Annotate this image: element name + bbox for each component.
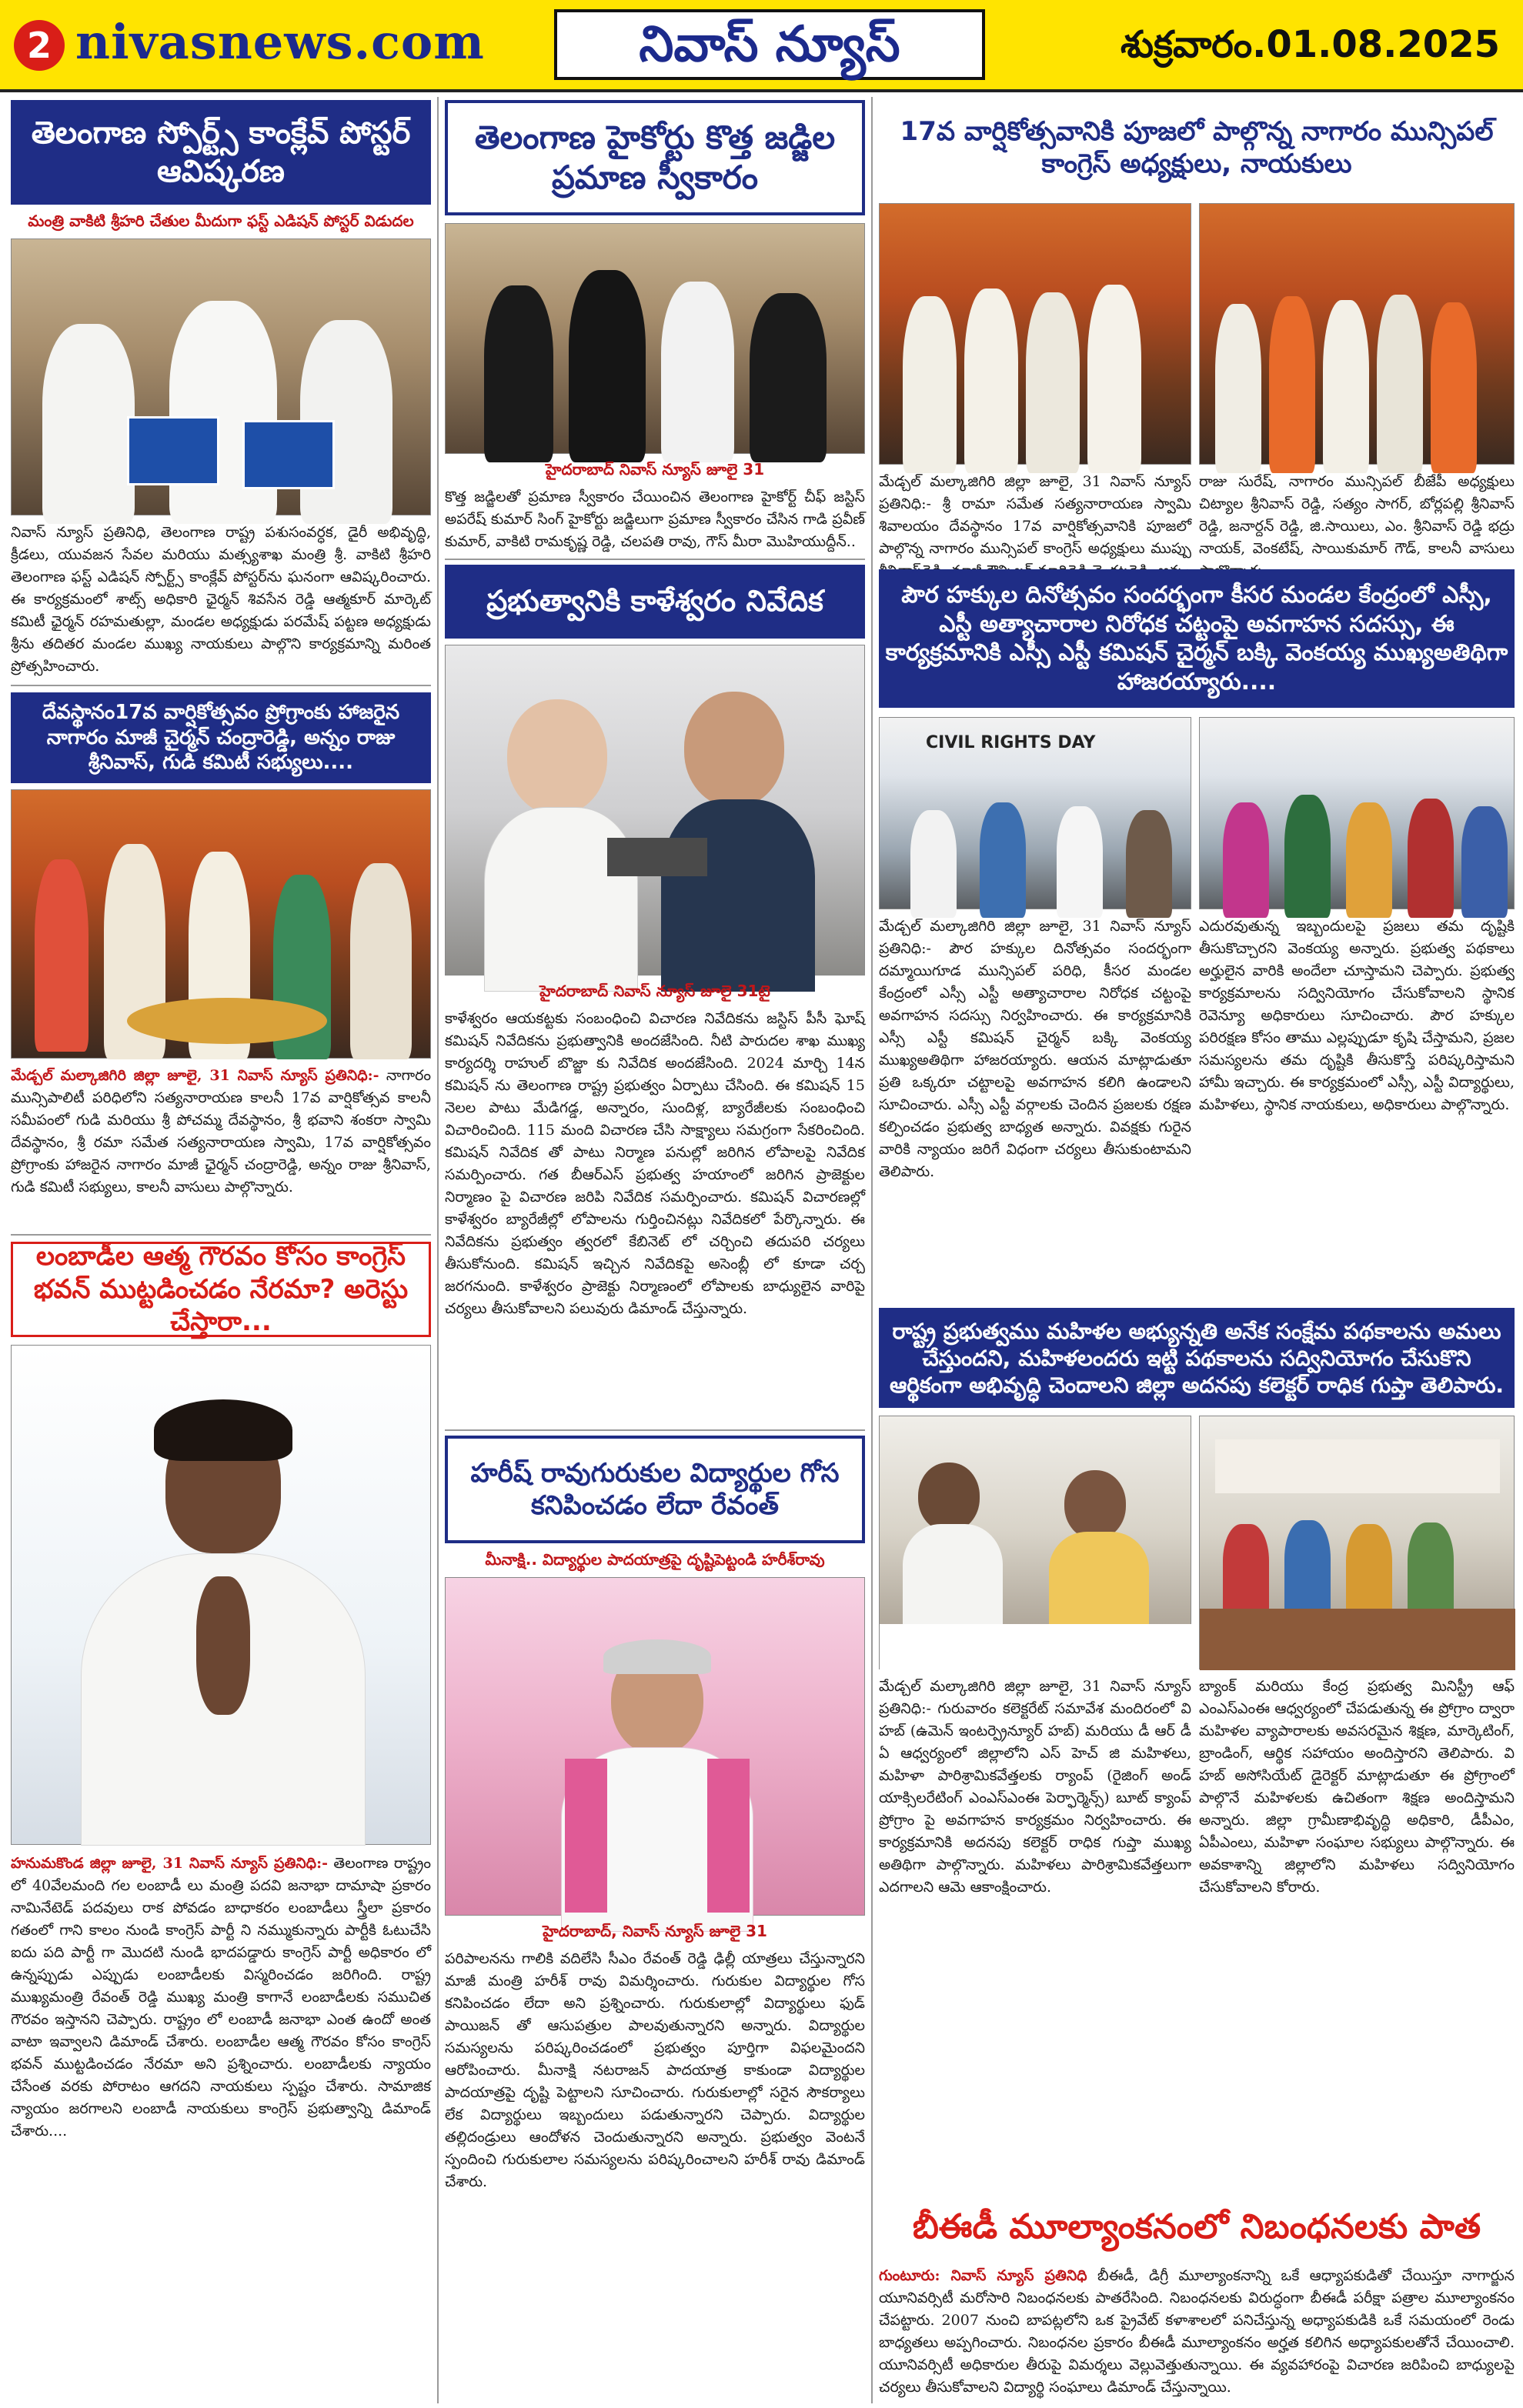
story6-photo	[445, 1577, 865, 1916]
story1-subhead: మంత్రి వాకిటి శ్రీహరి చేతుల మీదుగా ఫస్ట్ ఎడిషన్ పోస్టర్ విడుదల	[28, 212, 414, 230]
story7-photo-right	[1199, 203, 1515, 465]
story-divider	[11, 1234, 431, 1236]
story8-banner: CIVIL RIGHTS DAY	[926, 733, 1096, 752]
story2-photo	[11, 789, 431, 1059]
story3-photo	[11, 1345, 431, 1845]
story8-photo-left	[879, 717, 1191, 909]
story4-caption: హైదరాబాద్ నివాస్ న్యూస్ జూలై 31	[545, 460, 765, 479]
story10-headline: బీఈడీ మూల్యాంకనంలో నిబంధనలకు పాత	[912, 2206, 1481, 2246]
page-number: 2	[14, 20, 65, 71]
column-rule	[437, 97, 439, 2403]
story8-body-left: మేడ్చల్ మల్కాజిగిరి జిల్లా జూలై, 31 నివాస్ న్యూస్ ప్రతినిధి:- పౌర హక్కుల దినోత్సవం సందర్భంగా దమ్మాయిగూడ మున్సిపల్ పరిధి, కీసర మండల కేంద్రంలో ఎస్సీ ఎస్టీ అత్యాచారాల నిరోధక చట్టంపై అవగాహన సదస్సు నిర్వహించారు. ఈ కార్యక్రమానికి ఎస్సీ ఎస్టీ కమిషన్ చైర్మన్ బక్కి వెంకయ్య ముఖ్యఅతిథిగా హాజరయ్యారు. ఆయన మాట్లాడుతూ ప్రతి ఒక్కరూ చట్టాలపై అవగాహన కలిగి ఉండాలని సూచించారు. ఎస్సీ ఎస్టీ వర్గాలకు చెందిన ప్రజలకు రక్షణ కల్పించడం ప్రభుత్వ బాధ్యత అన్నారు. వివక్షకు గురైన వారికి న్యాయం జరిగే విధంగా చర్యలు తీసుకుంటామని తెలిపారు.	[879, 918, 1191, 1180]
story7-headline: 17వ వార్షికోత్సవానికి పూజలో పాల్గొన్న నాగారం మున్సిపల్ కాంగ్రెస్ అధ్యక్షులు, నాయకులు	[879, 100, 1515, 195]
story-divider	[445, 1429, 865, 1431]
story3-byline: హనుమకొండ జిల్లా జూలై, 31 నివాస్ న్యూస్ ప్రతినిధి:-	[11, 1855, 328, 1872]
story5-caption: హైదరాబాద్ నివాస్ న్యూస్ జూలై 31టై	[539, 982, 770, 1000]
story9-body-right: బ్యాంక్ మరియు కేంద్ర ప్రభుత్వ మినిస్ట్రీ ఆఫ్ ఎంఎస్ఎంఈ ఆధ్వర్యంలో చేపడుతున్న ఈ ప్రోగ్రాం ద్వారా మహిళల వ్యాపారాలకు అవసరమైన శిక్షణ, మార్కెటింగ్, బ్రాండింగ్, ఆర్థిక సహాయం అందిస్తారని తెలిపారు. వి హబ్ అసోసియేట్ డైరెక్టర్ మాట్లాడుతూ ఈ ప్రోగ్రాంలో పాల్గొనే మహిళలకు ఉచితంగా శిక్షణ అందిస్తామని అన్నారు. జిల్లా గ్రామీణాభివృద్ధి అధికారి, డీపీఎం, ఏపీఎంలు, మహిళా సంఘాల సభ్యులు పాల్గొన్నారు. ఈ అవకాశాన్ని జిల్లాలోని మహిళలు సద్వినియోగం చేసుకోవాలని కోరారు.	[1199, 1678, 1515, 1896]
story4-body: కొత్త జడ్జిలతో ప్రమాణ స్వీకారం చేయించిన తెలంగాణ హైకోర్ట్ చీఫ్ జస్టిస్ అపరేష్ కుమార్ సింగ్ హైకోర్టు జడ్జిలుగా ప్రమాణ స్వీకారం చేసిన గాడి ప్రవీణ్ కుమార్, వాకిటి రామకృష్ణ రెడ్డి, చలపతి రావు, గౌస్ మీరా మొహియుద్దీన్..	[445, 489, 865, 550]
story6-subhead: మీనాక్షి.. విద్యార్థుల పాదయాత్రపై దృష్టిపెట్టండి హరీశ్‌రావు	[485, 1550, 825, 1569]
story2-body: నాగారం మున్సిపాలిటీ పరిధిలోని సత్యనారాయణ కాలనీ 17వ వార్షికోత్సవ కాలనీ సమీపంలో గుడి మరియు శ్రీ పోచమ్మ దేవస్థానం, శ్రీ భవాని శంకరా స్వామి దేవస్థానం, శ్రీ రమా సమేత సత్యనారాయణ స్వామి, 17వ వార్షికోత్సవం ప్రోగ్రాంకు హాజరైన నాగారం మాజీ ఛైర్మన్ చంద్రారెడ్డి, అన్నం రాజు శ్రీనివాస్, గుడి కమిటీ సభ్యులు, కాలనీ వాసులు పాల్గొన్నారు.	[11, 1067, 431, 1196]
edition-date: శుక్రవారం.01.08.2025	[1120, 23, 1500, 66]
story8-body-right: ఎదురవుతున్న ఇబ్బందులపై ప్రజలు తమ దృష్టికి తీసుకొచ్చారని వెంకయ్య అన్నారు. ప్రభుత్వ పథకాలు అర్హులైన వారికి అందేలా చూస్తామని చెప్పారు. ప్రభుత్వ కార్యక్రమాలను సద్వినియోగం చేసుకోవాలని స్థానిక రెవెన్యూ అధికారులు సూచించారు. పౌర హక్కుల పరిరక్షణ కోసం తాము ఎల్లప్పుడూ కృషి చేస్తామని, ప్రజల సమస్యలను తమ దృష్టికి తీసుకొస్తే పరిష్కరిస్తామని హామీ ఇచ్చారు. ఈ కార్యక్రమంలో ఎస్సీ, ఎస్టీ విద్యార్థులు, మహిళలు, స్థానిక నాయకులు, అధికారులు పాల్గొన్నారు.	[1199, 918, 1515, 1113]
story6-headline: హరీష్ రావుగురుకుల విద్యార్థుల గోస కనిపించడం లేదా రేవంత్	[445, 1436, 865, 1543]
story7-photo-left	[879, 203, 1191, 465]
story9-body-left: మేడ్చల్ మల్కాజిగిరి జిల్లా జూలై, 31 నివాస్ న్యూస్ ప్రతినిధి:- గురువారం కలెక్టరేట్ సమావేశ మందిరంలో వి హబ్ (ఉమెన్ ఇంటర్ప్రెన్యూర్ హబ్) మరియు డీ ఆర్ డీ ఏ ఆధ్వర్యంలో జిల్లాలోని ఎస్ హెచ్ జి మహిళలు, మహిళా పారిశ్రామికవేత్తలకు ర్యాంప్ (రైజింగ్ అండ్ యాక్సిలరేటింగ్ ఎంఎస్ఎంఈ పెర్ఫార్మెన్స్) బూట్ క్యాంప్ ప్రోగ్రాం పై అవగాహన కార్యక్రమం నిర్వహించారు. ఈ కార్యక్రమానికి అదనపు కలెక్టర్ రాధిక గుప్తా ముఖ్య అతిథిగా పాల్గొన్నారు. మహిళలు పారిశ్రామికవేత్తలుగా ఎదగాలని ఆమె ఆకాంక్షించారు.	[879, 1678, 1191, 1896]
story6-body: పరిపాలనను గాలికి వదిలేసి సీఎం రేవంత్ రెడ్డి ఢిల్లీ యాత్రలు చేస్తున్నారని మాజీ మంత్రి హరీశ్ రావు విమర్శించారు. గురుకుల విద్యార్థుల గోస కనిపించడం లేదా అని ప్రశ్నించారు. గురుకులాల్లో విద్యార్థులు ఫుడ్ పాయిజన్ తో ఆసుపత్రుల పాలవుతున్నారని అన్నారు. విద్యార్థుల సమస్యలను పరిష్కరించడంలో ప్రభుత్వం పూర్తిగా విఫలమైందని ఆరోపించారు. మీనాక్షి నటరాజన్ పాదయాత్ర కాకుండా విద్యార్థుల పాదయాత్రపై దృష్టి పెట్టాలని సూచించారు. గురుకులాల్లో సరైన సౌకర్యాలు లేక విద్యార్థులు ఇబ్బందులు పడుతున్నారని చెప్పారు. విద్యార్థుల తల్లిదండ్రులు ఆందోళన చెందుతున్నారని అన్నారు. ప్రభుత్వం వెంటనే స్పందించి గురుకులాల సమస్యలను పరిష్కరించాలని హరీశ్ రావు డిమాండ్ చేశారు.	[445, 1950, 865, 2190]
column-rule	[871, 97, 873, 2403]
story8-headline: పౌర హక్కుల దినోత్సవం సందర్భంగా కీసర మండల కేంద్రంలో ఎస్సీ, ఎస్టీ అత్యాచారాల నిరోధక చట్టంపై అవగాహన సదస్సు, ఈ కార్యక్రమానికి ఎస్సీ ఎస్టీ కమిషన్ చైర్మన్ బక్కి వెంకయ్య ముఖ్యఅతిథిగా హాజరయ్యారు....	[879, 569, 1515, 708]
story3-text	[11, 1853, 431, 2399]
story7-body-right: రాజు సురేష్, నాగారం మున్సిపల్ బీజేపీ అధ్యక్షులు చిట్యాల శ్రీనివాస్ రెడ్డి, సత్యం సాగర్, బోర్లపల్లి శ్రీనివాస్ రెడ్డి, జనార్దన్ రెడ్డి, జి.సాయిలు, ఎం. శ్రీనివాస్ రెడ్డి భద్రు నాయక్, వెంకటేష్, సాయికుమార్ గౌడ్, కాలనీ వాసులు	[1199, 473, 1515, 557]
story10-body: బీఈడీ, డిగ్రీ మూల్యాంకనాన్ని ఒకే ఆధ్యాపకుడితో చేయిస్తూ నాగార్జున యూనివర్సిటీ మరోసారి నిబంధనలకు పాతరేసింది. నిబంధనలకు విరుద్ధంగా బీఈడీ పరీక్షా పత్రాల మూల్యాంకనం చేపట్టారు. 2007 నుంచి బాపట్లలోని ఒక ప్రైవేట్ కళాశాలలో పనిచేస్తున్న అధ్యాపకుడికి ఒకే సమయంలో రెండు బాధ్యతలు అప్పగించారు. నిబంధనల ప్రకారం బీఈడీ మూల్యాంకనం అర్హత కలిగిన అధ్యాపకులతోనే చేయించాలి. యూనివర్సిటీ అధికారుల తీరుపై విమర్శలు వెల్లువెత్తుతున్నాయి. ఈ వ్యవహారంపై విచారణ జరిపించి బాధ్యులపై చర్యలు తీసుకోవాలని విద్యార్థి సంఘాలు డిమాండ్ చేస్తున్నాయి.	[879, 2267, 1515, 2396]
story4-headline: తెలంగాణ హైకోర్టు కొత్త జడ్జిల ప్రమాణ స్వీకారం	[445, 100, 865, 215]
site-name[interactable]: nivasnews.com	[75, 14, 485, 70]
story2-byline: మేడ్చల్ మల్కాజిగిరి జిల్లా జూలై, 31 నివాస్ న్యూస్ ప్రతినిధి:-	[11, 1067, 379, 1084]
story3-body: తెలంగాణ రాష్ట్రం లో 40వేలమంది గల లంబాడీ లు మంత్రి పదవి జనాభా దామాషా ప్రకారం నామినేటెడ్ పదవులు రాక పోవడం బాధాకరం లంబాడీలు స్త్రీలా ప్రకారం గతంలో గాని కాలం నుండి కాంగ్రెస్ పార్టీ ని నమ్ముకున్నారు పార్టీకి ఓటుచేసి ఐదు పది పార్టీ గా మొదటి నుండి భాదపడ్డారు కాంగ్రెస్ పార్టీ అధికారం లో ఉన్నప్పుడు ఎప్పుడు లంబాడీలకు విస్మరించడం జరిగింది. రాష్ట్ర ముఖ్యమంత్రి రేవంత్ రెడ్డి ముఖ్య మంత్రి కాగానే లంబాడీలకు సముచిత గౌరవం ఇస్తానని చెప్పారు. రాష్ట్రం లో లంబాడీ జనాభా ఎంత ఉందో అంత వాటా ఇవ్వాలని డిమాండ్ చేశారు. లంబాడీల ఆత్మ గౌరవం కోసం కాంగ్రెస్ భవన్ ముట్టడించడం నేరమా అని ప్రశ్నించారు. లంబాడీలకు న్యాయం చేసేంత వరకు పోరాటం ఆగదని నాయకులు స్పష్టం చేశారు. సామాజిక న్యాయం జరగాలని లంబాడీ నాయకులు కాంగ్రెస్ ప్రభుత్వాన్ని డిమాండ్ చేశారు....	[11, 1855, 431, 2140]
story1-body: నివాస్ న్యూస్ ప్రతినిధి, తెలంగాణ రాష్ట్ర పశుసంవర్ధక, డైరీ అభివృద్ధి, క్రీడలు, యువజన సేవల మరియు మత్స్యశాఖ మంత్రి శ్రీ. వాకిటి శ్రీహరి తెలంగాణ ఫస్ట్ ఎడిషన్ స్పోర్ట్స్ కాంక్లేవ్ పోస్టర్‌ను ఘనంగా ఆవిష్కరించారు. ఈ కార్యక్రమంలో శాట్స్ అధికారి ఛైర్మన్ శివసేన రెడ్డి ఆత్మకూర్ మార్కెట్ కమిటీ ఛైర్మన్ రహమతుల్లా, మండల అధ్యక్షుడు పరమేష్ పట్టణ అధ్యక్షుడు శ్రీను తదితర మండల ముఖ్య నాయకులు పాల్గొని కార్యక్రమాన్ని మరింత ప్రోత్సహించారు.	[11, 524, 431, 675]
story-divider	[445, 559, 865, 560]
paper-name: నివాస్ న్యూస్	[554, 9, 985, 80]
story2-text	[11, 1065, 431, 1226]
story3-headline: లంబాడీల ఆత్మ గౌరవం కోసం కాంగ్రెస్ భవన్ ముట్టడించడం నేరమా? అరెస్టు చేస్తారా...	[11, 1242, 431, 1337]
story5-headline: ప్రభుత్వానికి కాళేశ్వరం నివేదిక	[445, 565, 865, 639]
story9-headline: రాష్ట్ర ప్రభుత్వము మహిళల అభ్యున్నతి అనేక సంక్షేమ పథకాలను అమలు చేస్తుందని, మహిళలందరు ఇట్టి పథకాలను సద్వినియోగం చేసుకొని ఆర్థికంగా అభివృద్ధి చెందాలని జిల్లా అదనపు కలెక్టర్ రాధిక గుప్తా తెలిపారు.	[879, 1308, 1515, 1408]
story2-headline: దేవస్థానం17వ వార్షికోత్సవం ప్రోగ్రాంకు హాజరైన నాగారం మాజీ చైర్మన్ చంద్రారెడ్డి, అన్నం రాజు శ్రీనివాస్, గుడి కమిటీ సభ్యులు....	[11, 692, 431, 783]
story5-body: కాళేశ్వరం ఆయకట్టకు సంబంధించి విచారణ నివేదికను జస్టిస్ పీసీ ఘోష్ కమిషన్ నివేదికను ప్రభుత్వానికి అందజేసింది. నీటి పారుదల శాఖ ముఖ్య కార్యదర్శి రాహుల్ బొజ్జా కు నివేదిక అందజేసింది. 2024 మార్చి 14న కమిషన్ ను తెలంగాణ రాష్ట్ర ప్రభుత్వం ఏర్పాటు చేసింది. ఈ కమిషన్ 15 నెలల పాటు మేడిగడ్డ, అన్నారం, సుందిళ్ల, బ్యారేజీలకు సంబంధించి విచారించింది. 115 మంది విచారణ చేసి సాక్ష్యాలు సమగ్రంగా సేకరించింది. కమిషన్ నివేదిక తో పాటు నిర్మాణ పనుల్లో జరిగిన లోపాలపై నివేదిక సమర్పించారు. గత బీఆర్ఎస్ ప్రభుత్వ హయాంలో జరిగిన ప్రాజెక్టుల నిర్మాణం పై విచారణ జరిపి నివేదిక సమర్పించారు. కమిషన్ విచారణల్లో కాళేశ్వరం బ్యారేజీల్లో లోపాలను గుర్తించినట్లు నివేదికలో పేర్కొన్నారు. ఈ నివేదికను ప్రభుత్వం త్వరలో కేబినెట్ లో చర్చించి తదుపరి చర్యలు తీసుకోనుంది. కమిషన్ ఇచ్చిన నివేదికపై అసెంబ్లీ లో కూడా చర్చ జరగనుంది. కాళేశ్వరం ప్రాజెక్టు నిర్మాణంలో లోపాలకు బాధ్యులైన వారిపై చర్యలు తీసుకోవాలని పలువురు డిమాండ్ చేస్తున్నారు.	[445, 1010, 865, 1317]
masthead	[0, 0, 1523, 92]
story5-photo	[445, 645, 865, 976]
story1-headline: తెలంగాణ స్పోర్ట్స్ కాంక్లేవ్ పోస్టర్ ఆవిష్కరణ	[11, 100, 431, 205]
story9-photo-right	[1199, 1416, 1515, 1669]
story9-photo-left	[879, 1416, 1191, 1669]
story4-photo	[445, 223, 865, 454]
story7-body-left: మేడ్చల్ మల్కాజిగిరి జిల్లా జూలై, 31 నివాస్ న్యూస్ ప్రతినిధి:- శ్రీ రామా సమేత సత్యనారాయణ స్వామి శివాలయం దేవస్థానం 17వ వార్షికోత్సవానికి పూజలో పాల్గొన్న నాగారం మున్సిపల్ కాంగ్రెస్ అధ్యక్షులు ముప్పు	[879, 473, 1191, 557]
story10-text	[879, 2265, 1515, 2402]
story1-photo	[11, 238, 431, 515]
story-divider	[11, 685, 431, 686]
story8-photo-right	[1199, 717, 1515, 909]
story10-byline: గుంటూరు: నివాస్ న్యూస్ ప్రతినిధి	[879, 2267, 1087, 2284]
story6-caption: హైదరాబాద్, నివాస్ న్యూస్ జూలై 31	[543, 1922, 767, 1940]
